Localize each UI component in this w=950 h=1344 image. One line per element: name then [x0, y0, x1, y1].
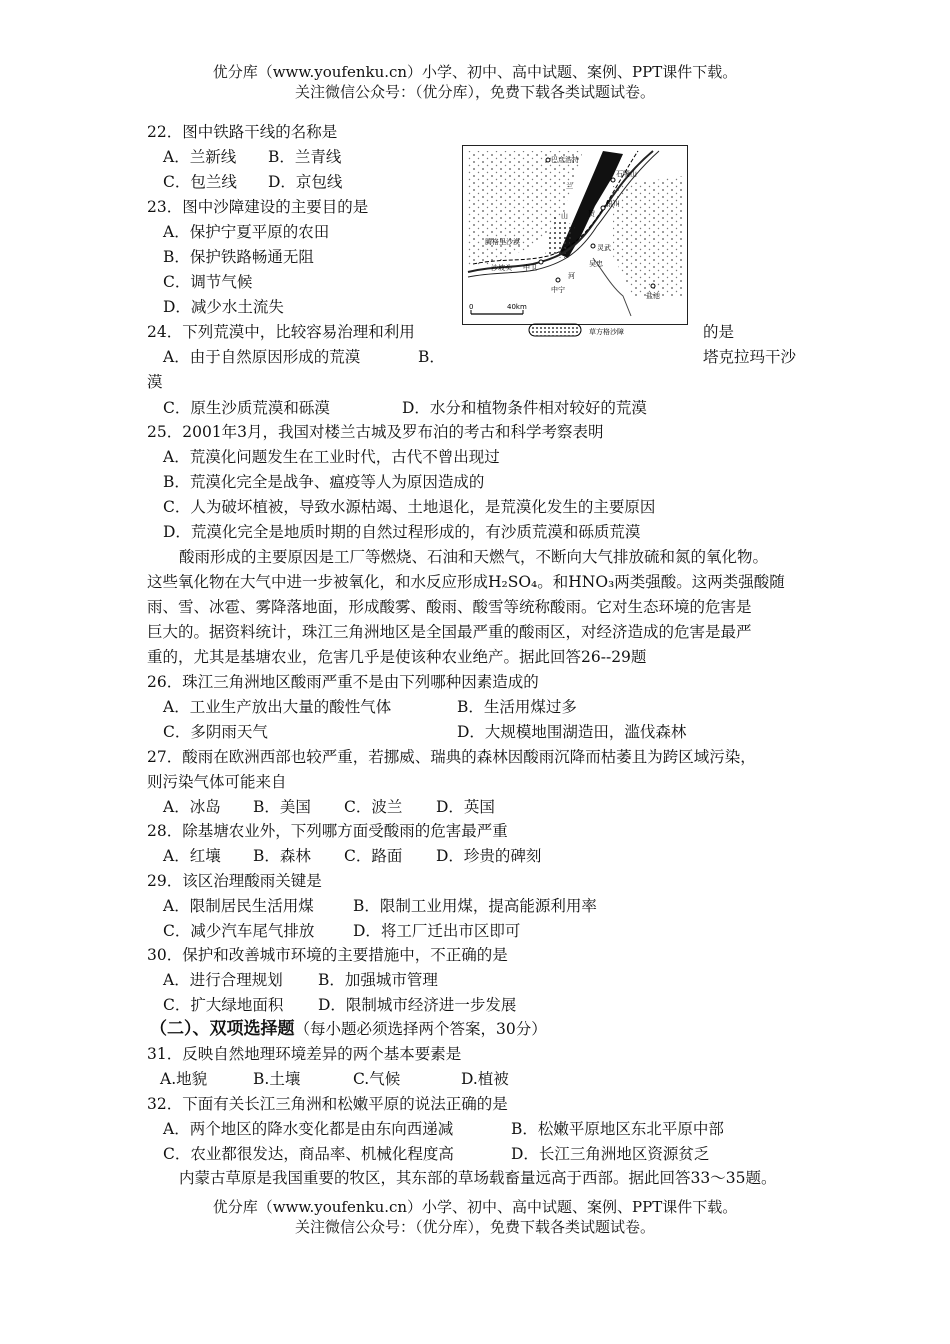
q28-option-c: C．路面 [344, 847, 403, 865]
q24-stem-tail: 的是 [703, 323, 735, 341]
q28-stem: 28．除基塘农业外，下列哪方面受酸雨的危害最严重 [147, 822, 508, 840]
q32-option-c: C．农业都很发达，商品率、机械化程度高 [163, 1145, 454, 1163]
q24-option-b-text: 塔克拉玛干沙 [703, 348, 797, 366]
q31-option-a: A.地貌 [160, 1070, 208, 1088]
map-label: 吴忠 [589, 260, 603, 268]
q29-option-c: C．减少汽车尾气排放 [163, 922, 315, 940]
map-label: 山 [561, 212, 568, 220]
q27-option-a: A．冰岛 [163, 798, 221, 816]
q23-option-a: A．保护宁夏平原的农田 [163, 223, 330, 241]
q27-stem-cont: 则污染气体可能来自 [147, 773, 287, 791]
q29-option-d: D．将工厂迁出市区即可 [353, 922, 521, 940]
q26-stem: 26．珠江三角洲地区酸雨严重不是由下列哪种因素造成的 [147, 673, 539, 691]
q28-option-b: B．森林 [253, 847, 311, 865]
passage-line-1: 酸雨形成的主要原因是工厂等燃烧、石油和天燃气，不断向大气排放硫和氮的氧化物。 [179, 548, 769, 566]
city-dot [556, 278, 560, 282]
q22-option-d: D．京包线 [268, 173, 343, 191]
header-line-1: 优分库（www.youfenku.cn）小学、初中、高中试题、案例、PPT课件下载。 [212, 63, 738, 81]
q24-option-a: A．由于自然原因形成的荒漠 [163, 348, 361, 366]
map-label: 石嘴山 [616, 170, 637, 178]
legend-svg [527, 322, 687, 338]
q22-option-a: A．兰新线 [163, 148, 237, 166]
q28-option-d: D．珍贵的碑刻 [436, 847, 542, 865]
map-label: 中宁 [551, 286, 565, 294]
q25-option-b: B．荒漠化完全是战争、瘟疫等人为原因造成的 [163, 473, 485, 491]
q26-option-a: A．工业生产放出大量的酸性气体 [163, 698, 392, 716]
q22-option-c: C．包兰线 [163, 173, 237, 191]
city-dot [591, 244, 595, 248]
q26-option-c: C．多阴雨天气 [163, 723, 268, 741]
map-label: 灵武 [597, 244, 611, 252]
q24-option-b: B． [418, 348, 445, 366]
q32-stem: 32．下面有关长江三角洲和松嫩平原的说法正确的是 [147, 1095, 508, 1113]
q31-stem: 31．反映自然地理环境差异的两个基本要素是 [147, 1045, 462, 1063]
q32-option-d: D．长江三角洲地区资源贫乏 [511, 1145, 710, 1163]
q30-option-c: C．扩大绿地面积 [163, 996, 284, 1014]
q25-option-c: C．人为破坏植被，导致水源枯竭、土地退化，是荒漠化发生的主要原因 [163, 498, 656, 516]
passage-line-4: 巨大的。据资料统计，珠江三角洲地区是全国最严重的酸雨区，对经济造成的危害是最严 [147, 623, 752, 641]
desert-area-east [613, 176, 683, 296]
map-label: 兰 [566, 182, 573, 190]
q26-option-d: D．大规模地围湖造田，滥伐森林 [457, 723, 687, 741]
q30-stem: 30．保护和改善城市环境的主要措施中，不正确的是 [147, 946, 508, 964]
map-svg [463, 146, 687, 324]
q22-stem: 22．图中铁路干线的名称是 [147, 123, 338, 141]
q24-stem: 24．下列荒漠中，比较容易治理和利用 [147, 323, 415, 341]
legend-label: 草方格沙障 [589, 328, 624, 336]
q23-option-d: D．减少水土流失 [163, 298, 284, 316]
q22-option-b: B．兰青线 [268, 148, 342, 166]
q27-option-d: D．英国 [436, 798, 495, 816]
q26-option-b: B．生活用煤过多 [457, 698, 577, 716]
q29-option-a: A．限制居民生活用煤 [163, 897, 314, 915]
section-2-title: （二）、双项选择题 [150, 1019, 295, 1039]
passage-line-5: 重的，尤其是基塘农业，危害几乎是使该种农业绝产。据此回答26--29题 [147, 648, 647, 666]
map-label: 0 [469, 303, 474, 311]
q25-option-d: D．荒漠化完全是地质时期的自然过程形成的，有沙质荒漠和砾质荒漠 [163, 523, 641, 541]
footer-line-1: 优分库（www.youfenku.cn）小学、初中、高中试题、案例、PPT课件下载。 [212, 1198, 738, 1216]
map-label: 巴彦浩特 [551, 156, 579, 164]
q30-option-d: D．限制城市经济进一步发展 [318, 996, 517, 1014]
q25-option-a: A．荒漠化问题发生在工业时代，古代不曾出现过 [163, 448, 500, 466]
q33-intro: 内蒙古草原是我国重要的牧区，其东部的草场载畜量远高于西部。据此回答33～35题。 [179, 1169, 777, 1187]
section-2-note: （每小题必须选择两个答案，30分） [294, 1020, 547, 1038]
map-label: 中卫 [523, 264, 537, 272]
city-dot [651, 284, 655, 288]
map-legend [527, 322, 687, 338]
q25-stem: 25．2001年3月，我国对楼兰古城及罗布泊的考古和科学考察表明 [147, 423, 604, 441]
city-dot [601, 206, 605, 210]
q29-stem: 29．该区治理酸雨关键是 [147, 872, 322, 890]
map-label: 沙坡头 [491, 264, 512, 272]
legend-swatch [529, 324, 581, 336]
q32-option-a: A．两个地区的降水变化都是由东向西递减 [163, 1120, 454, 1138]
map-label: 贺 [588, 210, 595, 218]
q24-option-b-wrap: 漠 [147, 373, 163, 391]
q24-option-c: C．原生沙质荒漠和砾漠 [163, 399, 330, 417]
q31-option-c: C.气候 [353, 1070, 401, 1088]
q24-option-d: D．水分和植物条件相对较好的荒漠 [402, 399, 647, 417]
passage-line-3: 雨、雪、冰雹、雾降落地面，形成酸雾、酸雨、酸雪等统称酸雨。它对生态环境的危害是 [147, 598, 752, 616]
map-label: 河 [568, 272, 575, 280]
passage-line-2: 这些氧化物在大气中进一步被氧化，和水反应形成H₂SO₄。和HNO₃两类强酸。这两类强酸随 [147, 573, 785, 591]
section-2-heading [150, 1018, 547, 1040]
map-label: 银川 [606, 200, 620, 208]
header-line-2: 关注微信公众号：（优分库），免费下载各类试题试卷。 [294, 83, 655, 101]
q23-option-c: C．调节气候 [163, 273, 253, 291]
q23-stem: 23．图中沙障建设的主要目的是 [147, 198, 369, 216]
q27-stem: 27．酸雨在欧洲西部也较严重，若挪威、瑞典的森林因酸雨沉降而枯萎且为跨区域污染， [147, 748, 756, 766]
footer-line-2: 关注微信公众号：（优分库），免费下载各类试题试卷。 [294, 1218, 655, 1236]
q27-option-b: B．美国 [253, 798, 311, 816]
q23-option-b: B．保护铁路畅通无阻 [163, 248, 314, 266]
city-dot [611, 178, 615, 182]
q31-option-b: B.土壤 [253, 1070, 301, 1088]
q27-option-c: C．波兰 [344, 798, 403, 816]
map-figure [462, 145, 688, 325]
city-dot [539, 260, 543, 264]
q30-option-a: A．进行合理规划 [163, 971, 283, 989]
q28-option-a: A．红壤 [163, 847, 221, 865]
map-label: 腾格里沙漠 [485, 238, 520, 246]
map-label: 40km [507, 303, 527, 311]
q32-option-b: B．松嫩平原地区东北平原中部 [511, 1120, 724, 1138]
city-dot [546, 158, 550, 162]
q30-option-b: B．加强城市管理 [318, 971, 438, 989]
q29-option-b: B．限制工业用煤，提高能源利用率 [353, 897, 597, 915]
map-label: 盐池 [646, 292, 660, 300]
q31-option-d: D.植被 [461, 1070, 509, 1088]
